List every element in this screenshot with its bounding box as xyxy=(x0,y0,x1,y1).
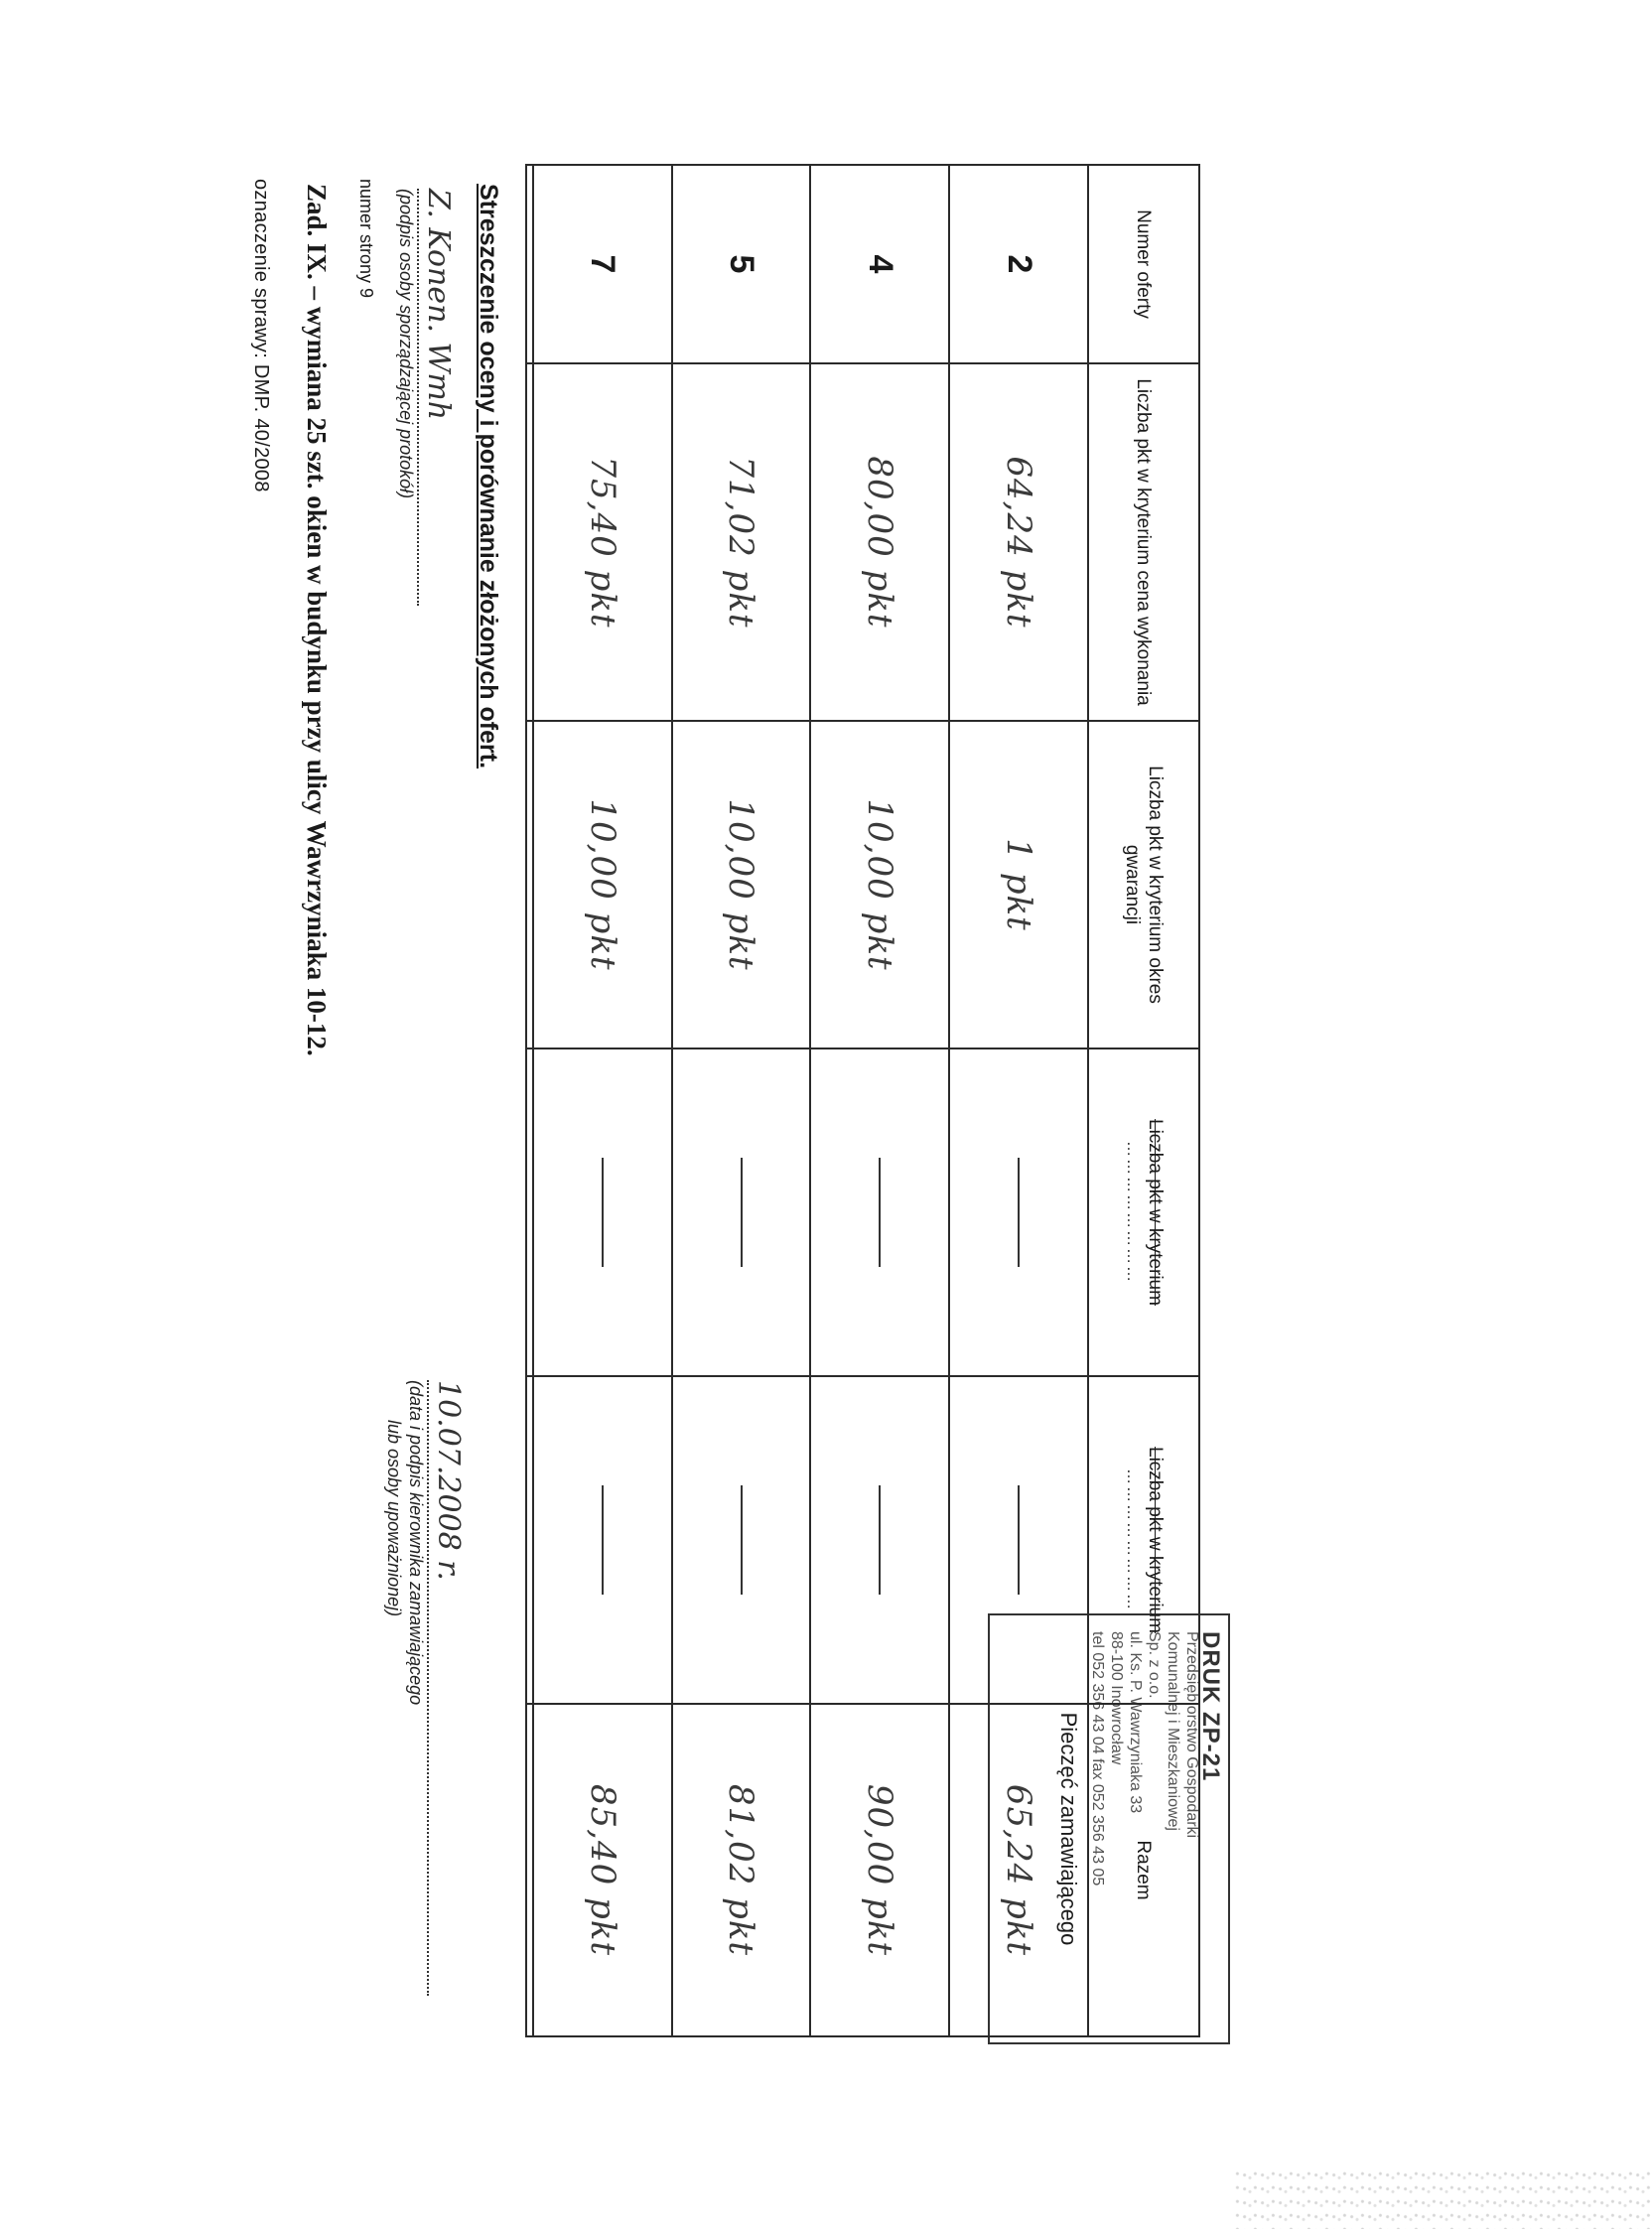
price-points: 80,00 pkt xyxy=(810,363,949,721)
section-title: Streszczenie oceny i porównanie złożonych ofert. xyxy=(475,184,502,769)
stamp-label: Pieczęć zamawiającego xyxy=(1056,1712,1081,1946)
page-number: numer strony 9 xyxy=(356,179,376,299)
stamp-company-line1: Przedsiębiorstwo Gospodarki xyxy=(1183,1631,1200,1839)
warranty-points: 1 pkt xyxy=(949,721,1088,1048)
empty-dash xyxy=(1018,1485,1020,1595)
document-title: Zad. IX. – wymiana 25 szt. okien w budynku przy ulicy Wawrzyniaka 10-12. xyxy=(302,184,332,1056)
empty-cell xyxy=(526,721,533,1048)
header-criterion-3-dots: …………………… xyxy=(1124,1141,1141,1284)
empty-dash xyxy=(741,1485,743,1595)
form-code: DRUK ZP-21 xyxy=(1197,1631,1224,1782)
header-criterion-4-dots: …………………… xyxy=(1124,1468,1141,1611)
total-points: 65,24 pkt xyxy=(949,1704,1088,2036)
price-points: 64,24 pkt xyxy=(949,363,1088,721)
left-signature-block xyxy=(395,189,456,606)
right-signature-caption-1: (data i podpis kierownika zamawiającego xyxy=(406,1380,426,1706)
criterion-3-points xyxy=(533,1048,672,1376)
stamp-address: ul. Ks. P. Wawrzyniaka 33 xyxy=(1127,1631,1144,1814)
criterion-4-points xyxy=(533,1376,672,1704)
case-reference: oznaczenie sprawy: DMP. 40/2008 xyxy=(250,179,272,492)
right-signature-caption-2: lub osoby upoważnionej) xyxy=(384,1420,404,1617)
scan-noise xyxy=(1235,2169,1652,2229)
empty-cell xyxy=(526,1376,533,1704)
offer-number: 4 xyxy=(810,165,949,363)
right-signature-date: 10.07.2008 r. xyxy=(427,1380,466,1996)
header-criterion-4-label: Liczba pkt w kryterium xyxy=(1145,1447,1166,1633)
warranty-points: 10,00 pkt xyxy=(810,721,949,1048)
empty-dash xyxy=(602,1485,604,1595)
empty-dash xyxy=(1018,1158,1020,1267)
criterion-4-points xyxy=(672,1376,811,1704)
empty-dash xyxy=(880,1158,882,1267)
empty-dash xyxy=(880,1485,882,1595)
table-row xyxy=(949,165,1088,2036)
header-criterion-3 xyxy=(1088,1048,1199,1376)
total-points: 85,40 pkt xyxy=(533,1704,672,2036)
empty-cell xyxy=(526,1048,533,1376)
header-warranty-points: Liczba pkt w kryterium okres gwarancji xyxy=(1088,721,1199,1048)
empty-dash xyxy=(602,1158,604,1267)
table-row xyxy=(672,165,811,2036)
offers-summary-table xyxy=(525,164,1200,2037)
header-price-points: Liczba pkt w kryterium cena wykonania xyxy=(1088,363,1199,721)
stamp-city: 88-100 Inowrocław xyxy=(1108,1631,1125,1765)
criterion-4-points xyxy=(949,1376,1088,1704)
criterion-3-points xyxy=(672,1048,811,1376)
price-points: 71,02 pkt xyxy=(672,363,811,721)
offer-number: 7 xyxy=(533,165,672,363)
empty-cell xyxy=(526,363,533,721)
table-row-empty xyxy=(526,165,533,2036)
empty-dash xyxy=(741,1158,743,1267)
table-row xyxy=(810,165,949,2036)
left-signature: Z. Konen. Wmh xyxy=(417,189,456,606)
empty-cell xyxy=(526,1704,533,2036)
total-points: 90,00 pkt xyxy=(810,1704,949,2036)
empty-cell xyxy=(526,165,533,363)
warranty-points: 10,00 pkt xyxy=(533,721,672,1048)
total-points: 81,02 pkt xyxy=(672,1704,811,2036)
table-row xyxy=(533,165,672,2036)
criterion-4-points xyxy=(810,1376,949,1704)
price-points: 75,40 pkt xyxy=(533,363,672,721)
offer-number: 5 xyxy=(672,165,811,363)
criterion-3-points xyxy=(949,1048,1088,1376)
header-criterion-4 xyxy=(1088,1376,1199,1704)
stamp-phone: tel 052 356 43 04 fax 052 356 43 05 xyxy=(1089,1631,1106,1887)
header-criterion-3-label: Liczba pkt w kryterium xyxy=(1145,1119,1166,1306)
stamp-company-line3: Sp. z o.o. xyxy=(1146,1631,1163,1699)
offer-number: 2 xyxy=(949,165,1088,363)
stamp-company-line2: Komunalnej i Mieszkaniowej xyxy=(1165,1631,1181,1831)
right-signature-block xyxy=(383,1380,466,1996)
warranty-points: 10,00 pkt xyxy=(672,721,811,1048)
header-total: Razem xyxy=(1088,1704,1199,2036)
table-header-row xyxy=(1088,165,1199,2036)
criterion-3-points xyxy=(810,1048,949,1376)
left-signature-caption: (podpis osoby sporządzającej protokół) xyxy=(396,189,416,499)
header-offer-number: Numer oferty xyxy=(1088,165,1199,363)
